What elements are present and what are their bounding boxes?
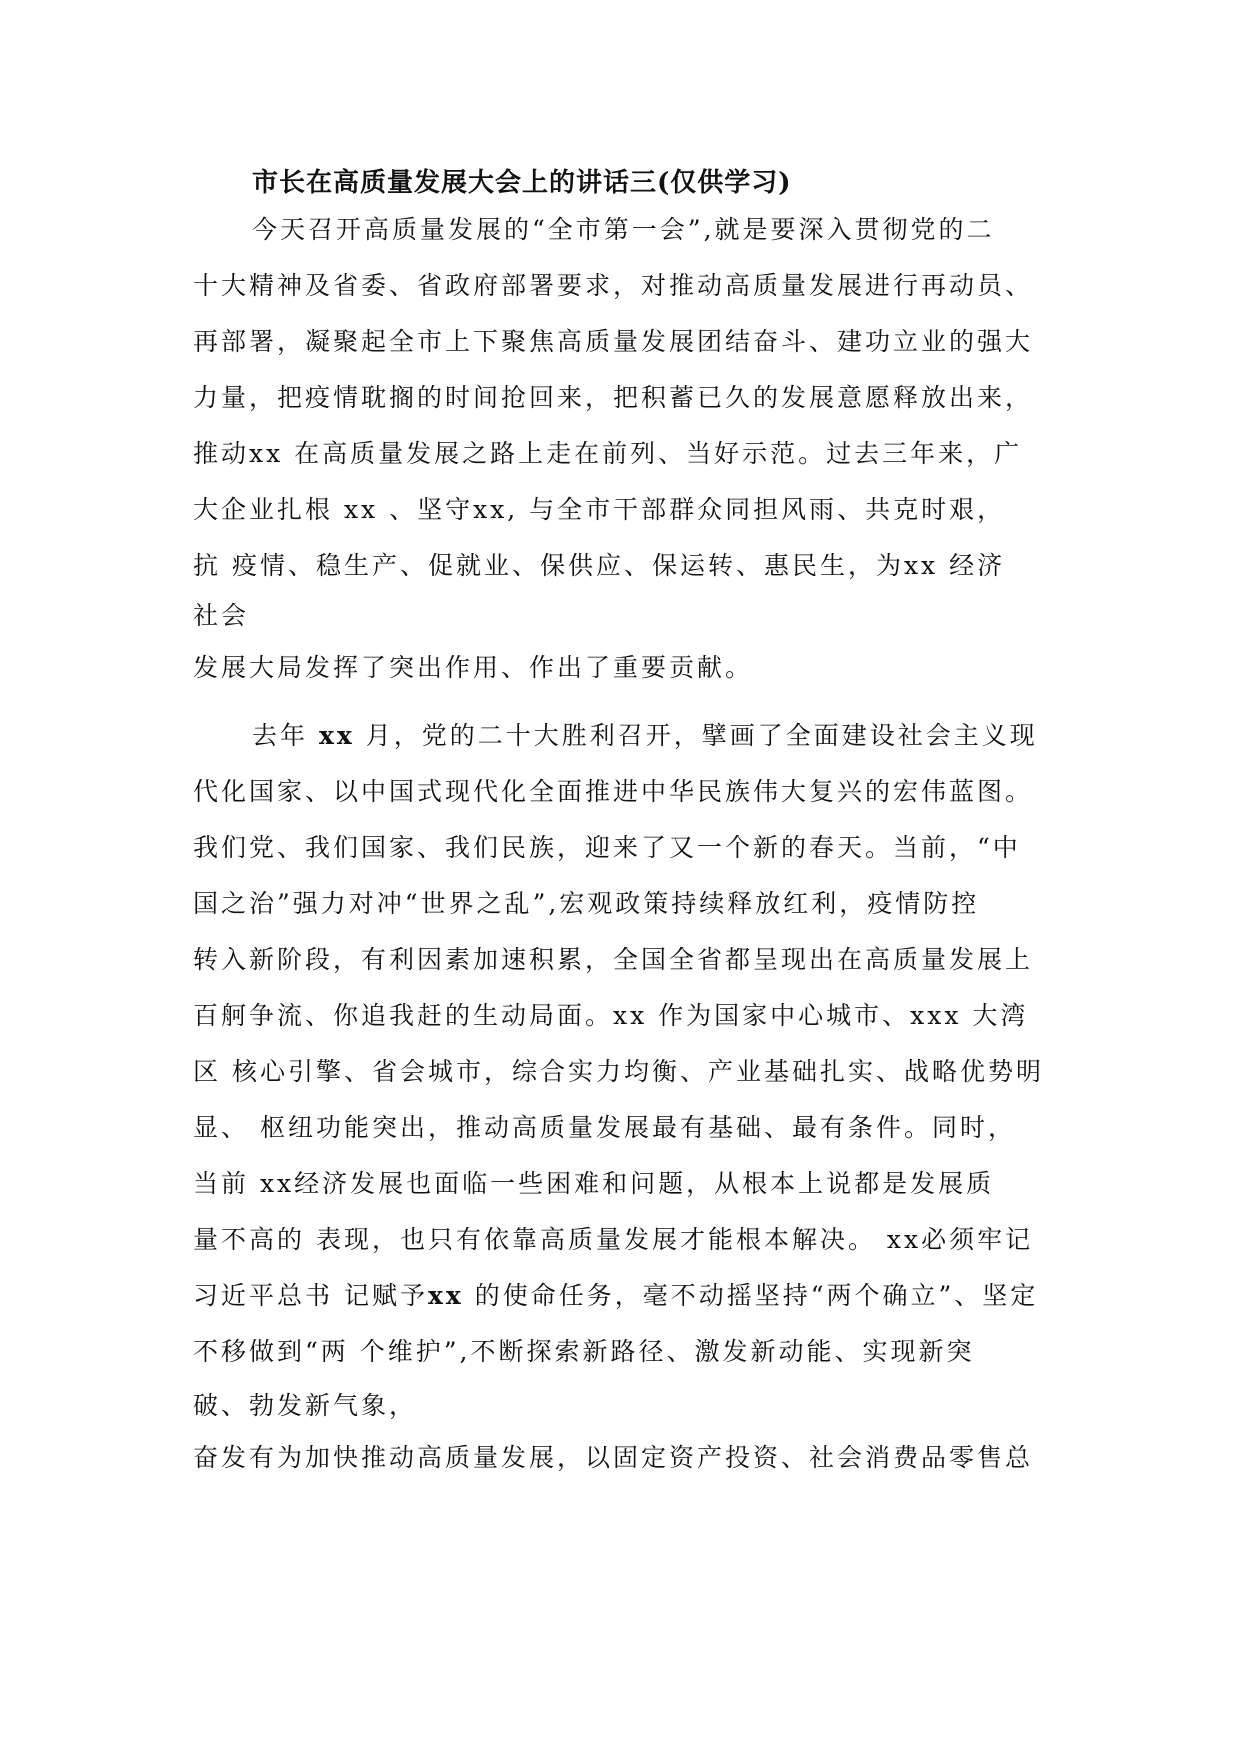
paragraph-1-line-1: 今天召开高质量发展的“全市第一会”,就是要深入贯彻党的二	[252, 215, 995, 244]
document-title: 市长在高质量发展大会上的讲话三(仅供学习)	[252, 168, 792, 198]
paragraph-2-line-6: 百舸争流、你追我赶的生动局面。xx 作为国家中心城市、xxx 大湾	[193, 1001, 1029, 1030]
paragraph-2-line-7: 区 核心引擎、省会城市，综合实力均衡、产业基础扎实、战略优势明	[193, 1057, 1044, 1086]
paragraph-2-line-1-bold: xx	[318, 721, 355, 750]
paragraph-1-line-7: 抗 疫情、稳生产、促就业、保供应、保运转、惠民生，为xx 经济	[193, 551, 1006, 580]
paragraph-2-line-11-start: 习近平总书 记赋予	[193, 1281, 428, 1310]
paragraph-1-line-5: 推动xx 在高质量发展之路上走在前列、当好示范。过去三年来，广	[193, 439, 1023, 468]
paragraph-2-line-8: 显、 枢纽功能突出，推动高质量发展最有基础、最有条件。同时，	[193, 1113, 1016, 1142]
paragraph-2-line-2: 代化国家、以中国式现代化全面推进中华民族伟大复兴的宏伟蓝图。	[193, 777, 1034, 806]
paragraph-2-line-3: 我们党、我们国家、我们民族，迎来了又一个新的春天。当前，“中	[193, 833, 1021, 862]
paragraph-2-line-4: 国之治”强力对冲“世界之乱”,宏观政策持续释放红利，疫情防控	[193, 889, 980, 918]
paragraph-2-line-13: 破、勃发新气象，	[193, 1391, 418, 1420]
paragraph-1-line-3: 再部署，凝聚起全市上下聚焦高质量发展团结奋斗、建功立业的强大	[193, 327, 1034, 356]
paragraph-2-line-5: 转入新阶段，有利因素加速积累，全国全省都呈现出在高质量发展上	[193, 945, 1034, 974]
paragraph-2-line-10: 量不高的 表现，也只有依靠高质量发展才能根本解决。 xx必须牢记	[193, 1225, 1034, 1254]
paragraph-2-line-1-start: 去年	[252, 721, 319, 750]
paragraph-2-line-9: 当前 xx经济发展也面临一些困难和问题，从根本上说都是发展质	[193, 1169, 995, 1198]
paragraph-2-line-11-bold: xx	[427, 1281, 464, 1310]
paragraph-2-line-1	[252, 723, 1038, 748]
paragraph-1-line-4: 力量，把疫情耽搁的时间抢回来，把积蓄已久的发展意愿释放出来，	[193, 383, 1034, 412]
paragraph-1-line-9: 发展大局发挥了突出作用、作出了重要贡献。	[193, 653, 754, 682]
paragraph-2-line-1-end: 月，党的二十大胜利召开，擘画了全面建设社会主义现	[354, 721, 1038, 750]
paragraph-1-line-8: 社会	[193, 601, 250, 630]
paragraph-2-line-12: 不移做到“两 个维护”,不断探索新路径、激发新动能、实现新突	[193, 1337, 975, 1366]
paragraph-2-line-11-end: 的使命任务，毫不动摇坚持“两个确立”、坚定	[463, 1281, 1039, 1310]
paragraph-2-line-11	[193, 1283, 1038, 1308]
paragraph-2-line-14: 奋发有为加快推动高质量发展，以固定资产投资、社会消费品零售总	[193, 1443, 1034, 1472]
paragraph-1-line-6: 大企业扎根 xx 、坚守xx, 与全市干部群众同担风雨、共克时艰，	[193, 495, 1006, 524]
paragraph-1-line-2: 十大精神及省委、省政府部署要求，对推动高质量发展进行再动员、	[193, 271, 1034, 300]
